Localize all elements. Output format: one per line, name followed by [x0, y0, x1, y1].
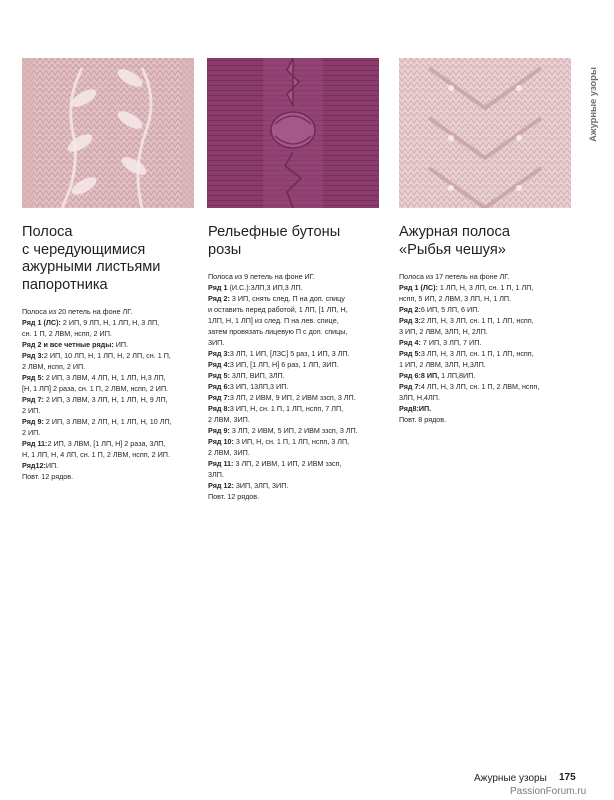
- row-label: Ряд 5:: [208, 371, 230, 381]
- swatch-photo-fern-lace: [22, 58, 194, 208]
- row-text: (И.С.):3ЛП,3 ИП,3 ЛП.: [227, 283, 303, 293]
- row-text: ИП.: [113, 340, 129, 350]
- instruction-row: [399, 337, 575, 348]
- instruction-row: [208, 326, 384, 337]
- pattern-intro: Полоса из 20 петель на фоне ЛГ.: [22, 307, 133, 317]
- row-text: 3 ИП, Н, сн. 1 П, 1 ЛП, нспп, 3 ЛП,: [233, 437, 350, 447]
- row-text: 3 ЛП, 2 ИВМ, 5 ИП, 2 ИВМ ззсп, 3 ЛП.: [229, 426, 358, 436]
- instruction-row: [399, 414, 575, 425]
- row-text: 3ЛП, ВИП, 3ЛП.: [229, 371, 285, 381]
- section-side-tab: [582, 40, 602, 168]
- row-text: 1ЛП, Н, 1 ЛП] из след. П на лев. спице,: [208, 316, 339, 326]
- instruction-row: [208, 480, 384, 491]
- row-label: Ряд 6:: [208, 382, 230, 392]
- row-text: 3 ИП, [1 ЛП, Н] 6 раз, 1 ЛП, 3ИП.: [229, 360, 339, 370]
- pattern-intro: Полоса из 9 петель на фоне ИГ.: [208, 272, 315, 282]
- row-text: Н, 1 ЛП, Н, 4 ЛП, сн. 1 П, 2 ЛВМ, нспп, 2 ИП.: [22, 450, 170, 460]
- row-text: [Н, 1 ЛП] 2 раза, сн. 1 П, 2 ЛВМ, нспп, 2 ИП.: [22, 384, 169, 394]
- row-text: 2 ИП.: [22, 406, 41, 416]
- row-text: 3 ИП, снять след. П на доп. спицу: [229, 294, 345, 304]
- row-label: Ряд 2 и все четные ряды:: [22, 340, 114, 350]
- instruction-row: [399, 293, 575, 304]
- row-text: 3 ИП, Н, сн. 1 П, 1 ЛП, нспп, 7 ЛП,: [229, 404, 344, 414]
- pattern-column-rose-buds: [208, 224, 384, 502]
- row-label: Ряд 3:: [22, 351, 44, 361]
- instruction-row: [208, 370, 384, 381]
- row-label: Ряд 6:8 ИП,: [399, 371, 440, 381]
- instruction-row: [22, 405, 198, 416]
- row-text: 1 ЛП,8ИП.: [439, 371, 476, 381]
- instruction-row: [208, 491, 384, 502]
- instruction-row: [208, 403, 384, 414]
- instruction-row: [399, 315, 575, 326]
- row-text: сн. 1 П, 2 ЛВМ, нспп, 2 ИП.: [22, 329, 112, 339]
- instruction-row: [399, 381, 575, 392]
- instruction-row: [22, 438, 198, 449]
- row-label: Ряд12:: [22, 461, 46, 471]
- row-text: 3 ИП, 13ЛП,3 ИП.: [229, 382, 289, 392]
- instruction-row: [22, 339, 198, 350]
- instruction-row: [22, 383, 198, 394]
- footer-section-name: Ажурные узоры: [474, 773, 547, 784]
- pattern-instructions: [22, 317, 198, 482]
- row-text: 2 ЛП, Н, 3 ЛП, сн. 1 П, 1 ЛП, нспп,: [420, 316, 534, 326]
- instruction-row: [208, 315, 384, 326]
- instruction-row: [22, 471, 198, 482]
- row-text: Повт. 8 рядов.: [399, 415, 447, 425]
- row-label: Ряд 7:: [208, 393, 230, 403]
- pattern-title: [399, 224, 575, 259]
- instruction-row: [208, 458, 384, 469]
- instruction-row: [22, 427, 198, 438]
- row-label: Ряд 5:: [399, 349, 421, 359]
- pattern-instructions: [399, 282, 575, 425]
- row-text: 3 ЛП, 2 ИВМ, 9 ИП, 2 ИВМ ззсп, 3 ЛП.: [229, 393, 356, 403]
- instruction-row: [399, 359, 575, 370]
- instruction-row: [399, 403, 575, 414]
- instruction-row: [399, 392, 575, 403]
- instruction-row: [208, 381, 384, 392]
- title-line: ажурными листьями: [22, 259, 161, 276]
- instruction-row: [208, 282, 384, 293]
- row-text: Повт. 12 рядов.: [208, 492, 260, 502]
- title-line: Полоса: [22, 224, 73, 240]
- instruction-row: [22, 361, 198, 372]
- row-text: 2 ЛВМ, 3ИП.: [208, 415, 250, 425]
- instruction-row: [208, 447, 384, 458]
- instruction-row: [22, 416, 198, 427]
- row-text: затем провязать лицевую П с доп. спицы,: [208, 327, 348, 337]
- row-text: 3ИП.: [208, 338, 225, 348]
- row-text: 3 ЛП, 2 ИВМ, 1 ИП, 2 ИВМ ззсп,: [233, 459, 342, 469]
- row-text: 2 ИП, 3 ЛВМ, 4 ЛП, Н, 1 ЛП, Н,3 ЛП,: [43, 373, 166, 383]
- title-line: розы: [208, 241, 242, 258]
- row-text: 6 ИП, 5 ЛП, 6 ИП.: [420, 305, 480, 315]
- instruction-row: [22, 394, 198, 405]
- row-label: Ряд 7:: [22, 395, 44, 405]
- instruction-row: [208, 359, 384, 370]
- instruction-row: [208, 414, 384, 425]
- row-label: Ряд 3:: [399, 316, 421, 326]
- row-label: Ряд 5:: [22, 373, 44, 383]
- instruction-row: [22, 328, 198, 339]
- swatch-photo-fish-scale: [399, 58, 571, 208]
- row-text: и оставить перед работой, 1 ЛП, [1 ЛП, Н,: [208, 305, 348, 315]
- row-text: 2 ИП, 3 ЛВМ, 3 ЛП, Н, 1 ЛП, Н, 9 ЛП,: [43, 395, 168, 405]
- instruction-row: [208, 436, 384, 447]
- instruction-row: [208, 469, 384, 480]
- row-text: 3 ЛП, Н, 3 ЛП, сн. 1 П, 1 ЛП, нспп,: [420, 349, 534, 359]
- instruction-row: [399, 370, 575, 381]
- title-line: Рельефные бутоны: [208, 224, 341, 240]
- row-label: Ряд 11:: [22, 439, 48, 449]
- pattern-intro: Полоса из 17 петель на фоне ЛГ.: [399, 272, 510, 282]
- instruction-row: [399, 304, 575, 315]
- row-label: Ряд 4:: [208, 360, 230, 370]
- row-label: Ряд 9:: [22, 417, 44, 427]
- row-label: Ряд 1: [208, 283, 228, 293]
- row-text: 3 ИП, 2 ЛВМ, 3ЛП, Н, 2ЛП.: [399, 327, 488, 337]
- instruction-row: [208, 425, 384, 436]
- pattern-title: [22, 224, 198, 294]
- row-text: 2 ЛВМ, 3ИП.: [208, 448, 250, 458]
- row-text: 1 ИП, 2 ЛВМ, 3ЛП, Н,3ЛП.: [399, 360, 486, 370]
- instruction-row: [399, 348, 575, 359]
- row-label: Ряд 2:: [399, 305, 421, 315]
- instruction-row: [208, 293, 384, 304]
- row-text: 2 ИП, 10 ЛП, Н, 1 ЛП, Н, 2 ЛП, сн. 1 П,: [43, 351, 171, 361]
- row-text: 3ИП, 3ЛП, 3ИП.: [233, 481, 289, 491]
- row-text: 1 ЛП, Н, 3 ЛП, сн. 1 П, 1 ЛП,: [437, 283, 534, 293]
- instruction-row: [22, 449, 198, 460]
- instruction-row: [22, 372, 198, 383]
- instruction-row: [22, 317, 198, 328]
- instruction-row: [22, 460, 198, 471]
- swatch-photo-rose-buds: [207, 58, 379, 208]
- section-side-tab-label: Ажурные узоры: [586, 66, 598, 142]
- pattern-column-fish-scale: [399, 224, 575, 425]
- row-label: Ряд 10:: [208, 437, 234, 447]
- row-label: Ряд 3:: [208, 349, 230, 359]
- row-text: 4 ЛП, Н, 3 ЛП, сн. 1 П, 2 ЛВМ, нспп,: [420, 382, 540, 392]
- instruction-row: [22, 350, 198, 361]
- row-label: Ряд 8:: [208, 404, 230, 414]
- pattern-instructions: [208, 282, 384, 502]
- row-label: Ряд 1 (ЛС):: [399, 283, 438, 293]
- instruction-row: [208, 304, 384, 315]
- row-label: Ряд 12:: [208, 481, 234, 491]
- row-text: 7 ИП, 3 ЛП, 7 ИП.: [420, 338, 482, 348]
- row-text: 3ЛП, Н,4ЛП.: [399, 393, 440, 403]
- row-text: 3ЛП.: [208, 470, 224, 480]
- row-label: Ряд 4:: [399, 338, 421, 348]
- row-text: 2 ЛВМ, нспп, 2 ИП.: [22, 362, 86, 372]
- pattern-column-fern-lace: [22, 224, 198, 482]
- instruction-row: [208, 337, 384, 348]
- title-line: Ажурная полоса: [399, 224, 510, 240]
- page-number: 175: [559, 772, 576, 783]
- instruction-row: [399, 282, 575, 293]
- pattern-title: [208, 224, 384, 259]
- instruction-row: [399, 326, 575, 337]
- instruction-row: [208, 348, 384, 359]
- row-text: 2 ИП.: [22, 428, 41, 438]
- instruction-row: [208, 392, 384, 403]
- row-label: Ряд 1 (ЛС):: [22, 318, 61, 328]
- row-text: нспп, 5 ИП, 2 ЛВМ, 3 ЛП, Н, 1 ЛП.: [399, 294, 512, 304]
- title-line: «Рыбья чешуя»: [399, 241, 506, 258]
- row-label: Ряд 2:: [208, 294, 230, 304]
- row-text: 2 ИП, 3 ЛВМ, 2 ЛП, Н, 1 ЛП, Н, 10 ЛП,: [43, 417, 172, 427]
- row-text: 2 ИП, 9 ЛП, Н, 1 ЛП, Н, 3 ЛП,: [60, 318, 160, 328]
- row-label: Ряд 11:: [208, 459, 234, 469]
- row-label: Ряд8:ИП.: [399, 404, 432, 414]
- title-line: папоротника: [22, 276, 108, 293]
- row-text: Повт. 12 рядов.: [22, 472, 74, 482]
- row-label: Ряд 9:: [208, 426, 230, 436]
- row-text: 2 ИП, 3 ЛВМ, [1 ЛП, Н] 2 раза, 3ЛП,: [47, 439, 166, 449]
- watermark: PassionForum.ru: [510, 786, 587, 797]
- title-line: с чередующимися: [22, 241, 146, 258]
- row-text: 3 ЛП, 1 ИП, [ЛЗС] 5 раз, 1 ИП, 3 ЛП.: [229, 349, 350, 359]
- row-label: Ряд 7:: [399, 382, 421, 392]
- row-text: ИП.: [45, 461, 59, 471]
